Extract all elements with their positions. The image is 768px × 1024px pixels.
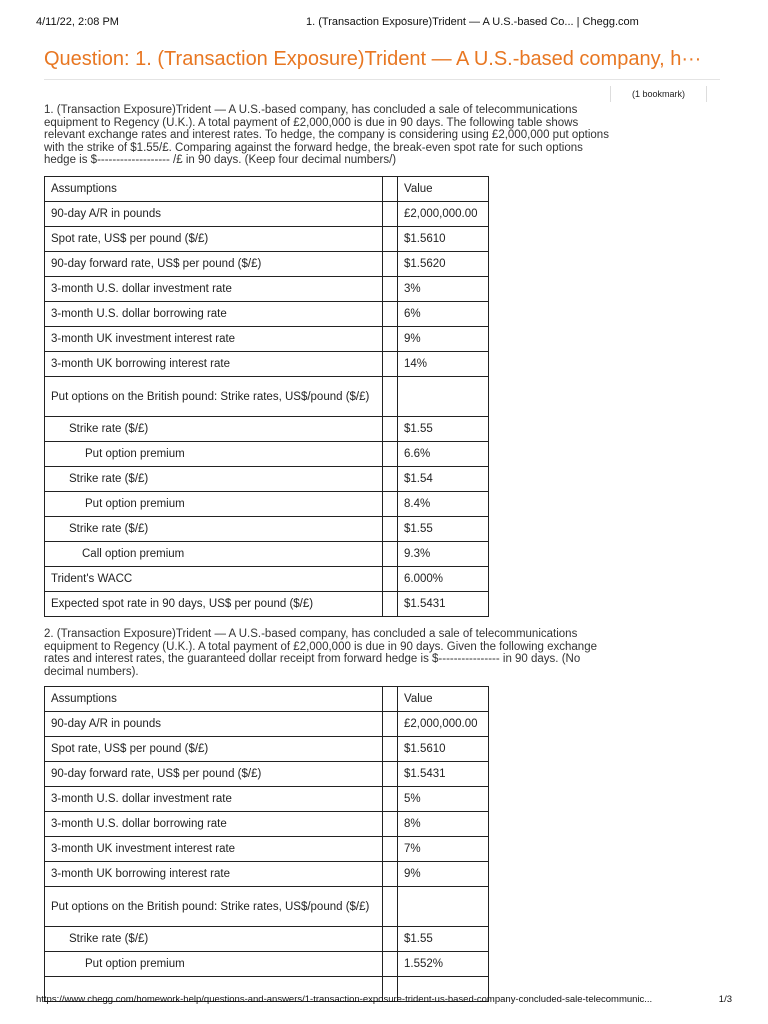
spacer-cell bbox=[383, 952, 398, 977]
value-cell: $1.54 bbox=[398, 467, 489, 492]
spacer-cell bbox=[383, 352, 398, 377]
table-row bbox=[45, 177, 489, 202]
value-cell: $1.5431 bbox=[398, 592, 489, 617]
value-cell: £2,000,000.00 bbox=[398, 712, 489, 737]
label-cell: Put option premium bbox=[45, 492, 383, 517]
table-row bbox=[45, 202, 489, 227]
table-row bbox=[45, 277, 489, 302]
value-cell: 6% bbox=[398, 302, 489, 327]
value-cell: 8.4% bbox=[398, 492, 489, 517]
label-cell: Spot rate, US$ per pound ($/£) bbox=[45, 227, 383, 252]
value-cell: $1.55 bbox=[398, 517, 489, 542]
spacer-cell bbox=[383, 787, 398, 812]
label-cell: Spot rate, US$ per pound ($/£) bbox=[45, 737, 383, 762]
label-cell: Strike rate ($/£) bbox=[45, 467, 383, 492]
label-cell: 3-month U.S. dollar investment rate bbox=[45, 277, 383, 302]
bookmark-count[interactable]: (1 bookmark) bbox=[610, 86, 707, 102]
table-row bbox=[45, 517, 489, 542]
value-cell: 5% bbox=[398, 787, 489, 812]
label-cell: Put options on the British pound: Strike rates, US$/pound ($/£) bbox=[45, 377, 383, 417]
spacer-cell bbox=[383, 517, 398, 542]
spacer-cell bbox=[383, 417, 398, 442]
spacer-cell bbox=[383, 327, 398, 352]
label-cell: Assumptions bbox=[45, 687, 383, 712]
value-cell: 9% bbox=[398, 327, 489, 352]
table-row bbox=[45, 787, 489, 812]
label-cell: 3-month UK borrowing interest rate bbox=[45, 862, 383, 887]
spacer-cell bbox=[383, 467, 398, 492]
spacer-cell bbox=[383, 492, 398, 517]
value-cell: 6.000% bbox=[398, 567, 489, 592]
table-row bbox=[45, 887, 489, 927]
spacer-cell bbox=[383, 812, 398, 837]
spacer-cell bbox=[383, 887, 398, 927]
label-cell: Put options on the British pound: Strike rates, US$/pound ($/£) bbox=[45, 887, 383, 927]
value-cell: 7% bbox=[398, 837, 489, 862]
value-cell: £2,000,000.00 bbox=[398, 202, 489, 227]
label-cell: Strike rate ($/£) bbox=[45, 927, 383, 952]
label-cell: Expected spot rate in 90 days, US$ per pound ($/£) bbox=[45, 592, 383, 617]
spacer-cell bbox=[383, 592, 398, 617]
label-cell: 3-month UK investment interest rate bbox=[45, 837, 383, 862]
print-page-title: 1. (Transaction Exposure)Trident — A U.S.-based Co... | Chegg.com bbox=[306, 16, 639, 28]
table-row bbox=[45, 442, 489, 467]
label-cell: 90-day A/R in pounds bbox=[45, 202, 383, 227]
print-footer bbox=[36, 994, 732, 1008]
label-cell: Put option premium bbox=[45, 442, 383, 467]
spacer-cell bbox=[383, 737, 398, 762]
spacer-cell bbox=[383, 567, 398, 592]
table-row bbox=[45, 417, 489, 442]
table-row bbox=[45, 327, 489, 352]
label-cell: 90-day forward rate, US$ per pound ($/£) bbox=[45, 762, 383, 787]
spacer-cell bbox=[383, 227, 398, 252]
spacer-cell bbox=[383, 277, 398, 302]
label-cell: Call option premium bbox=[45, 542, 383, 567]
table-row bbox=[45, 492, 489, 517]
question-2-assumptions-table bbox=[44, 686, 489, 1002]
spacer-cell bbox=[383, 442, 398, 467]
table-row bbox=[45, 592, 489, 617]
spacer-cell bbox=[383, 542, 398, 567]
label-cell: Trident's WACC bbox=[45, 567, 383, 592]
spacer-cell bbox=[383, 862, 398, 887]
value-cell bbox=[398, 377, 489, 417]
value-cell: Value bbox=[398, 177, 489, 202]
value-cell: 14% bbox=[398, 352, 489, 377]
label-cell: Strike rate ($/£) bbox=[45, 517, 383, 542]
label-cell: 3-month U.S. dollar borrowing rate bbox=[45, 302, 383, 327]
table-row bbox=[45, 352, 489, 377]
spacer-cell bbox=[383, 712, 398, 737]
label-cell: 3-month UK investment interest rate bbox=[45, 327, 383, 352]
value-cell: 9% bbox=[398, 862, 489, 887]
value-cell: 9.3% bbox=[398, 542, 489, 567]
value-cell bbox=[398, 887, 489, 927]
table-row bbox=[45, 837, 489, 862]
table-row bbox=[45, 542, 489, 567]
value-cell: 6.6% bbox=[398, 442, 489, 467]
label-cell: 90-day A/R in pounds bbox=[45, 712, 383, 737]
print-header bbox=[36, 16, 732, 30]
value-cell: $1.5431 bbox=[398, 762, 489, 787]
table-row bbox=[45, 252, 489, 277]
table-row bbox=[45, 302, 489, 327]
label-cell: 3-month U.S. dollar borrowing rate bbox=[45, 812, 383, 837]
value-cell: 1.552% bbox=[398, 952, 489, 977]
value-cell: $1.5620 bbox=[398, 252, 489, 277]
label-cell: Assumptions bbox=[45, 177, 383, 202]
table-row bbox=[45, 712, 489, 737]
table-row bbox=[45, 862, 489, 887]
table-row bbox=[45, 952, 489, 977]
spacer-cell bbox=[383, 177, 398, 202]
value-cell: $1.55 bbox=[398, 417, 489, 442]
table-row bbox=[45, 812, 489, 837]
label-cell: Strike rate ($/£) bbox=[45, 417, 383, 442]
spacer-cell bbox=[383, 202, 398, 227]
print-date: 4/11/22, 2:08 PM bbox=[36, 16, 119, 28]
value-cell: $1.55 bbox=[398, 927, 489, 952]
label-cell: 90-day forward rate, US$ per pound ($/£) bbox=[45, 252, 383, 277]
spacer-cell bbox=[383, 687, 398, 712]
spacer-cell bbox=[383, 302, 398, 327]
spacer-cell bbox=[383, 837, 398, 862]
question-2-text: 2. (Transaction Exposure)Trident — A U.S.-based company, has concluded a sale of telecommunications equipment to Regency (U.K.). A total payment of £2,000,000 is due in 90 days. Given the following exchange rates and interest rates, the guaranteed dollar receipt from forward hedge is $---------------- in 90 days. (No decimal numbers). bbox=[44, 628, 597, 678]
title-divider bbox=[44, 79, 720, 80]
label-cell: Put option premium bbox=[45, 952, 383, 977]
table-row bbox=[45, 737, 489, 762]
page-number: 1/3 bbox=[718, 994, 732, 1005]
value-cell: $1.5610 bbox=[398, 227, 489, 252]
spacer-cell bbox=[383, 252, 398, 277]
table-row bbox=[45, 927, 489, 952]
value-cell: 3% bbox=[398, 277, 489, 302]
table-row bbox=[45, 377, 489, 417]
spacer-cell bbox=[383, 377, 398, 417]
spacer-cell bbox=[383, 927, 398, 952]
print-url: https://www.chegg.com/homework-help/questions-and-answers/1-transaction-exposure-trident-us-based-company-concluded-sale-telecommunic... bbox=[36, 994, 653, 1005]
table-row bbox=[45, 567, 489, 592]
label-cell: 3-month UK borrowing interest rate bbox=[45, 352, 383, 377]
value-cell: 8% bbox=[398, 812, 489, 837]
table-row bbox=[45, 467, 489, 492]
question-1-assumptions-table bbox=[44, 176, 489, 617]
value-cell: $1.5610 bbox=[398, 737, 489, 762]
value-cell: Value bbox=[398, 687, 489, 712]
label-cell: 3-month U.S. dollar investment rate bbox=[45, 787, 383, 812]
spacer-cell bbox=[383, 762, 398, 787]
table-row bbox=[45, 227, 489, 252]
table-row bbox=[45, 762, 489, 787]
question-1-text: 1. (Transaction Exposure)Trident — A U.S.-based company, has concluded a sale of telecommunications equipment to Regency (U.K.). A total payment of £2,000,000 is due in 90 days. The following table shows relevant exchange rates and interest rates. To hedge, the company is considering using £2,000,000 put options with the strike of $1.55/£. Comparing against the forward hedge, the break-even spot rate for such options hedge is $------------------- /£ in 90 days. (Keep four decimal numbers/) bbox=[44, 104, 609, 167]
table-row bbox=[45, 687, 489, 712]
question-title[interactable]: Question: 1. (Transaction Exposure)Trident — A U.S.-based company, h··· bbox=[44, 48, 702, 70]
